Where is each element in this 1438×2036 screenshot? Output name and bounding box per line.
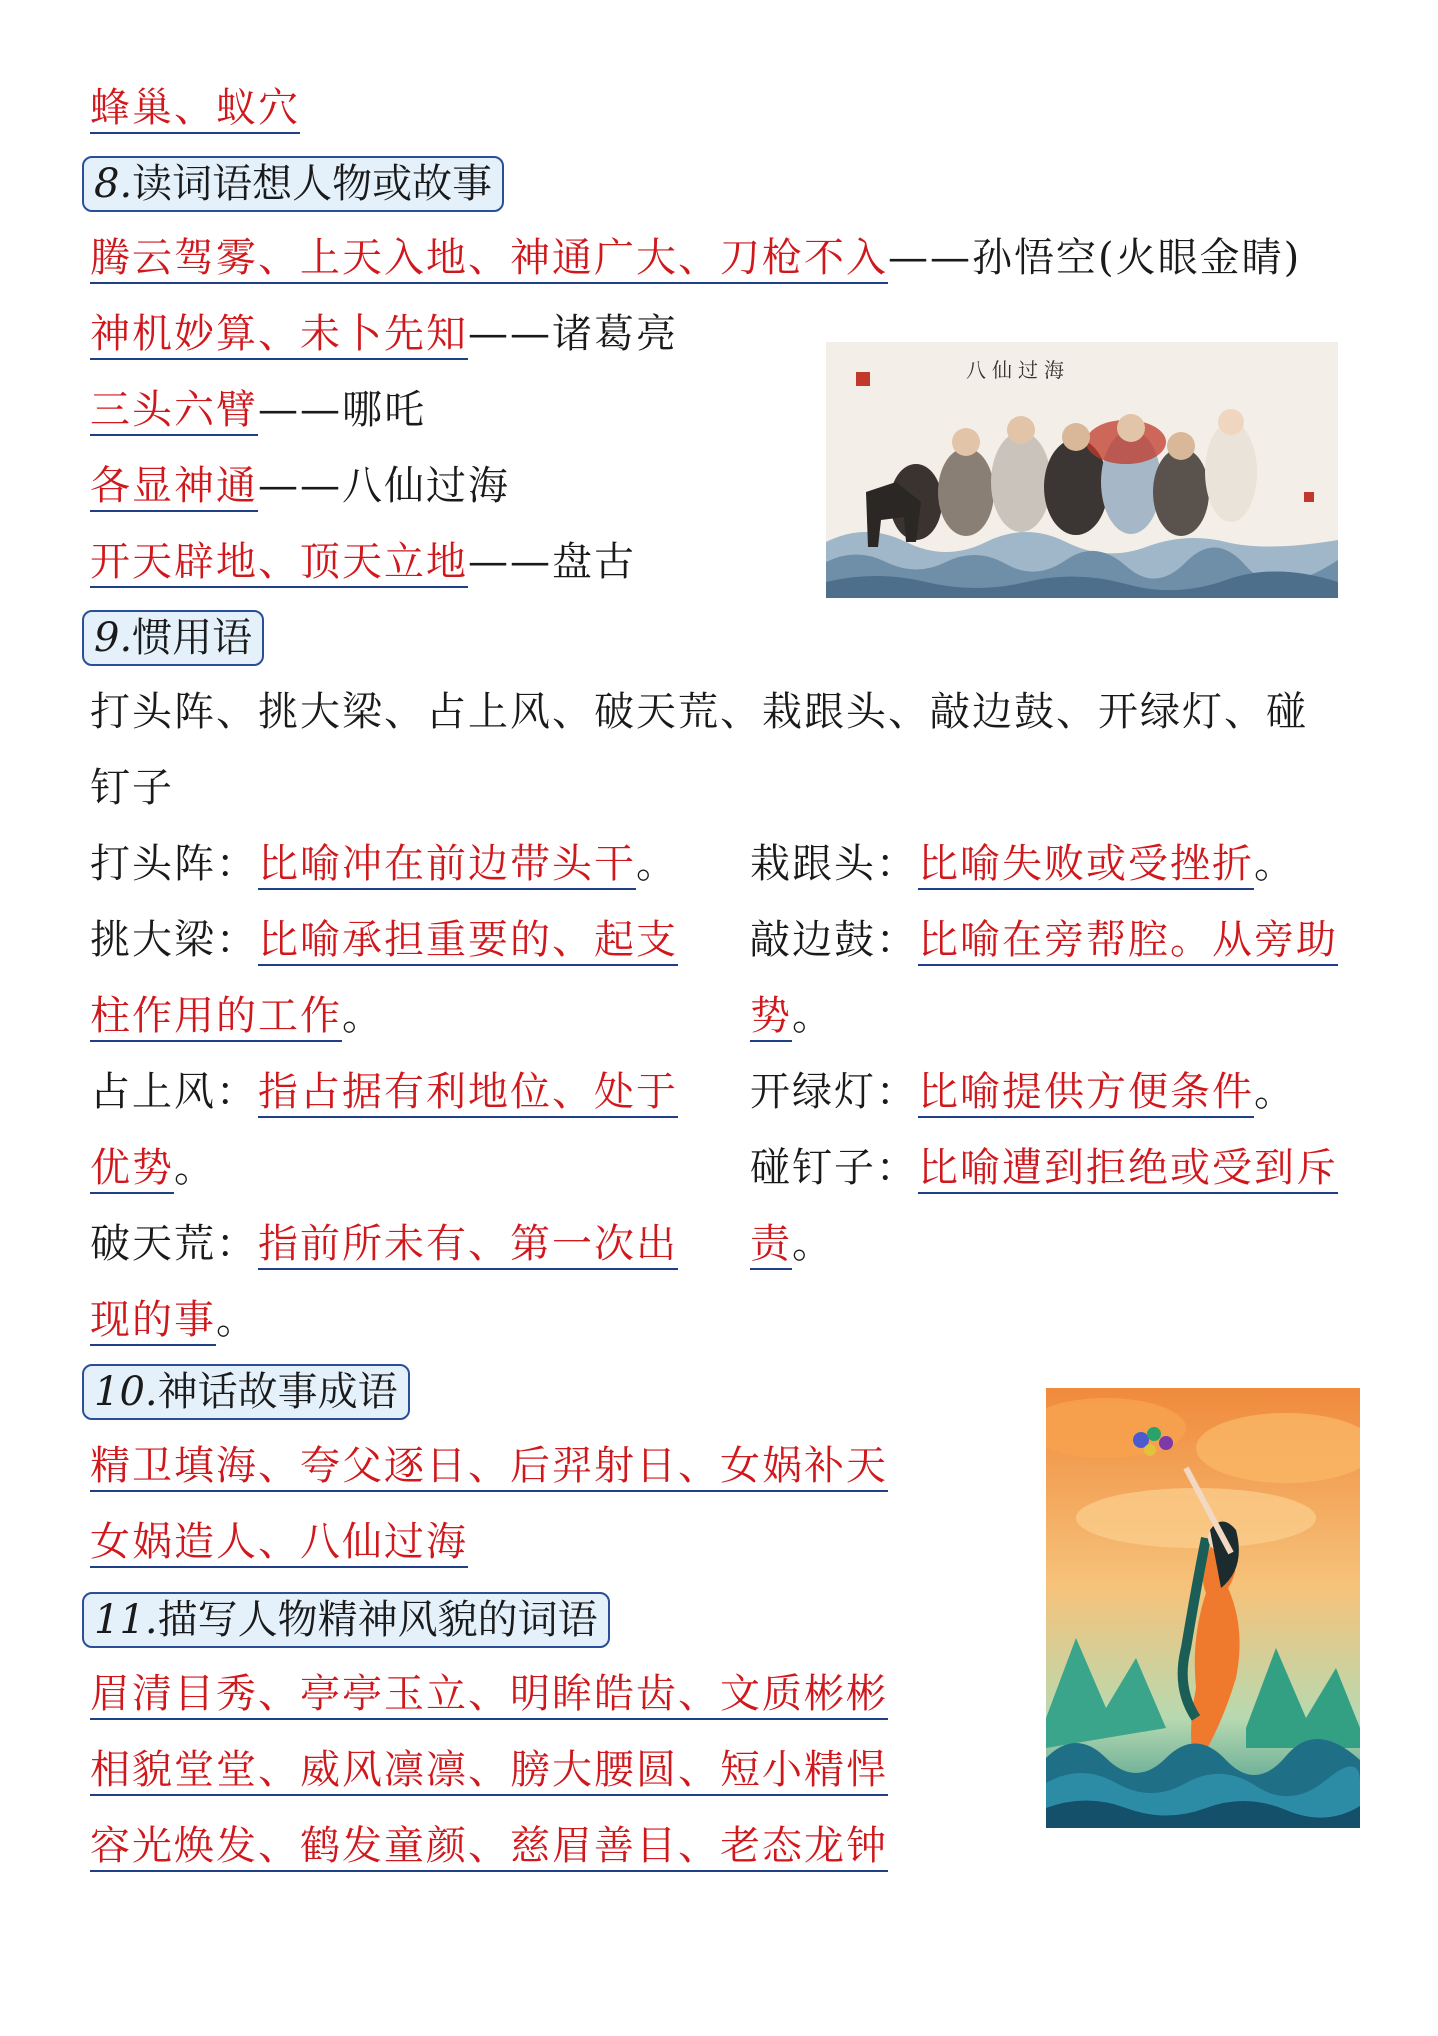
s9-meaning: 比喻失败或受挫折 — [918, 841, 1254, 890]
section-8-heading — [82, 156, 504, 212]
section-10-number: 10. — [94, 1369, 158, 1415]
s9-meaning: 势 — [750, 993, 792, 1042]
s8-row — [90, 232, 1301, 284]
s9-term: 挑大梁： — [90, 917, 258, 963]
s9-intro-line-2: 钉子 — [90, 765, 174, 811]
s9-left-entry — [90, 914, 678, 966]
eight-immortals-painting — [826, 342, 1338, 598]
section-11-title: 描写人物精神风貌的词语 — [157, 1597, 598, 1643]
s9-right-entry — [750, 1142, 1338, 1194]
section-11-heading — [82, 1592, 610, 1648]
s8-row-answer: ——诸葛亮 — [468, 311, 678, 357]
s8-row-answer: ——盘古 — [468, 539, 636, 585]
s9-end: 。 — [636, 841, 678, 887]
section-9-number: 9. — [94, 615, 133, 661]
s8-row — [90, 460, 510, 512]
s9-meaning: 现的事 — [90, 1297, 216, 1346]
s9-meaning: 比喻遭到拒绝或受到斥 — [918, 1145, 1338, 1194]
s8-row-idioms: 各显神通 — [90, 463, 258, 512]
s8-row — [90, 536, 636, 588]
section-11-number: 11. — [94, 1597, 158, 1643]
top-line-text: 蜂巢、蚁穴 — [90, 85, 300, 134]
s9-term: 破天荒： — [90, 1221, 258, 1267]
s10-row — [90, 1516, 468, 1568]
s11-row-text: 容光焕发、鹤发童颜、慈眉善目、老态龙钟 — [90, 1823, 888, 1872]
nuwa-illustration — [1046, 1388, 1360, 1828]
s9-term: 占上风： — [90, 1069, 258, 1115]
s9-left-entry-cont — [90, 990, 384, 1042]
s9-meaning: 比喻承担重要的、起支 — [258, 917, 678, 966]
s9-right-entry — [750, 914, 1338, 966]
s9-right-entry — [750, 838, 1296, 890]
s9-right-entry-cont — [750, 1218, 834, 1270]
s9-meaning: 指占据有利地位、处于 — [258, 1069, 678, 1118]
s9-end: 。 — [174, 1145, 216, 1191]
s9-end: 。 — [1254, 1069, 1296, 1115]
s8-row-idioms: 开天辟地、顶天立地 — [90, 539, 468, 588]
s11-row — [90, 1744, 888, 1796]
s8-row-answer: ——八仙过海 — [258, 463, 510, 509]
s10-row-text: 女娲造人、八仙过海 — [90, 1519, 468, 1568]
s9-left-entry — [90, 1218, 678, 1270]
s10-row — [90, 1440, 888, 1492]
s8-row-idioms: 三头六臂 — [90, 387, 258, 436]
section-9-title: 惯用语 — [132, 615, 253, 661]
s9-end: 。 — [792, 1221, 834, 1267]
s9-meaning: 比喻在旁帮腔。从旁助 — [918, 917, 1338, 966]
s9-meaning: 比喻提供方便条件 — [918, 1069, 1254, 1118]
s9-left-entry-cont — [90, 1294, 258, 1346]
s8-row-idioms: 神机妙算、未卜先知 — [90, 311, 468, 360]
s9-term: 打头阵： — [90, 841, 258, 887]
s9-intro-line-1: 打头阵、挑大梁、占上风、破天荒、栽跟头、敲边鼓、开绿灯、碰 — [90, 689, 1308, 735]
s9-end: 。 — [792, 993, 834, 1039]
section-8-title: 读词语想人物或故事 — [132, 161, 493, 207]
nuwa-picture — [1046, 1388, 1360, 1828]
s9-term: 开绿灯： — [750, 1069, 918, 1115]
s9-left-entry-cont — [90, 1142, 216, 1194]
s11-row — [90, 1668, 888, 1720]
s9-right-entry-cont — [750, 990, 834, 1042]
s8-row-idioms: 腾云驾雾、上天入地、神通广大、刀枪不入 — [90, 235, 888, 284]
s9-end: 。 — [342, 993, 384, 1039]
top-line — [90, 82, 300, 134]
s9-left-entry — [90, 838, 678, 890]
s8-row-answer: ——哪吒 — [258, 387, 426, 433]
s9-end: 。 — [216, 1297, 258, 1343]
s9-left-entry — [90, 1066, 678, 1118]
s9-meaning: 优势 — [90, 1145, 174, 1194]
s8-row-answer: ——孙悟空(火眼金睛) — [888, 235, 1302, 281]
painting-title: 八仙过海 — [966, 358, 1070, 382]
s9-term: 栽跟头： — [750, 841, 918, 887]
s9-term: 敲边鼓： — [750, 917, 918, 963]
section-8-number: 8. — [94, 161, 133, 207]
s9-meaning: 指前所未有、第一次出 — [258, 1221, 678, 1270]
s8-row — [90, 308, 678, 360]
s11-row-text: 相貌堂堂、威风凛凛、膀大腰圆、短小精悍 — [90, 1747, 888, 1796]
s11-row-text: 眉清目秀、亭亭玉立、明眸皓齿、文质彬彬 — [90, 1671, 888, 1720]
s9-meaning: 责 — [750, 1221, 792, 1270]
s9-right-entry — [750, 1066, 1296, 1118]
s9-meaning: 柱作用的工作 — [90, 993, 342, 1042]
section-10-heading — [82, 1364, 410, 1420]
s8-row — [90, 384, 426, 436]
s9-meaning: 比喻冲在前边带头干 — [258, 841, 636, 890]
section-9-heading — [82, 610, 264, 666]
section-10-title: 神话故事成语 — [157, 1369, 398, 1415]
s10-row-text: 精卫填海、夸父逐日、后羿射日、女娲补天 — [90, 1443, 888, 1492]
s11-row — [90, 1820, 888, 1872]
painting-illustration — [826, 342, 1338, 598]
s9-term: 碰钉子： — [750, 1145, 918, 1191]
s9-end: 。 — [1254, 841, 1296, 887]
